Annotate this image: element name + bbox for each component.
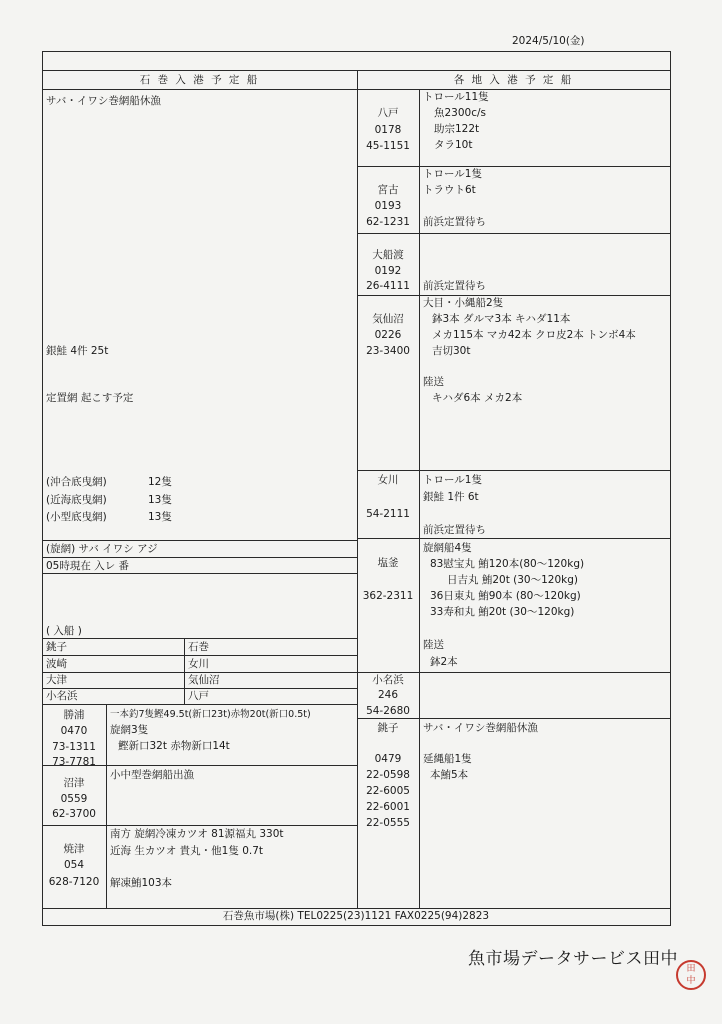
- signature: 魚市場データサービス田中: [468, 949, 678, 969]
- report-line: 36日東丸 鮪90本 (80～120kg): [430, 590, 581, 602]
- port-label: 焼津: [63, 843, 85, 855]
- report-line: 前浜定置待ち: [423, 216, 486, 228]
- trawl-count: 13隻: [148, 494, 172, 506]
- regional-header: 各 地 入 港 予 定 船: [453, 74, 574, 86]
- port-phone: 62-1231: [366, 216, 410, 228]
- report-line: 魚2300c/s: [434, 107, 487, 119]
- rule: [357, 166, 670, 167]
- port-name: 石巻: [188, 641, 209, 653]
- report-line: 陸送: [423, 376, 444, 388]
- port-phone: 0226: [374, 329, 402, 341]
- report-line: 近海 生カツオ 貴丸・他1隻 0.7t: [110, 845, 264, 857]
- port-label: 八戸: [377, 107, 399, 119]
- port-phone: 62-3700: [52, 808, 96, 820]
- rule: [42, 925, 670, 926]
- port-phone: 73-7781: [52, 756, 96, 768]
- port-phone: 73-1311: [52, 741, 96, 753]
- report-date: 2024/5/10(金): [512, 35, 585, 47]
- report-line: トロール1隻: [423, 474, 482, 486]
- trawl-type: (近海底曳網): [46, 494, 107, 506]
- port-phone: 22-0555: [366, 817, 410, 829]
- report-line: 南方 旋網冷凍カツオ 81源福丸 330t: [110, 828, 284, 840]
- rule: [42, 908, 670, 909]
- report-line: 助宗122t: [434, 123, 480, 135]
- port-phone: 0178: [374, 124, 402, 136]
- rule: [42, 688, 357, 689]
- rule: [42, 89, 670, 90]
- port-phone: 0192: [374, 265, 402, 277]
- report-line: 前浜定置待ち: [423, 524, 486, 536]
- report-line: 一本釣7隻鰹49.5t(新口23t)赤物20t(新口0.5t): [110, 709, 311, 720]
- footer-contact: 石巻魚市場(株) TEL0225(23)1121 FAX0225(94)2823: [222, 910, 490, 922]
- port-phone: 246: [377, 689, 399, 701]
- rule: [670, 51, 671, 926]
- seal-stamp: 田中: [676, 960, 706, 990]
- rule: [357, 295, 670, 296]
- rule: [42, 825, 357, 826]
- report-line: トロール1隻: [423, 168, 482, 180]
- rule: [419, 89, 420, 908]
- report-line: トロール11隻: [423, 91, 489, 103]
- port-phone: 54-2680: [366, 705, 410, 717]
- rule: [357, 233, 670, 234]
- nyusen-label: ( 入船 ): [46, 625, 82, 637]
- senmo-line: (旋網) サバ イワシ アジ: [46, 543, 158, 555]
- port-label: 塩釜: [377, 557, 399, 569]
- rule: [42, 655, 357, 656]
- port-name: 大津: [46, 674, 67, 686]
- saba-notice: サバ・イワシ巻網船休漁: [46, 95, 161, 107]
- port-phone: 22-6001: [366, 801, 410, 813]
- report-line: 陸送: [423, 639, 444, 651]
- rule: [106, 704, 107, 908]
- time-line: 05時現在 入レ 番: [46, 560, 130, 572]
- port-label: 大船渡: [372, 249, 404, 261]
- port-label: 銚子: [377, 722, 399, 734]
- port-phone: 0193: [374, 200, 402, 212]
- port-name: 銚子: [46, 641, 67, 653]
- report-line: 銀鮭 1件 6t: [423, 491, 479, 503]
- report-line: 鰹新口32t 赤物新口14t: [118, 740, 230, 752]
- port-label: 気仙沼: [372, 313, 404, 325]
- port-label: 宮古: [377, 184, 399, 196]
- trawl-type: (小型底曳網): [46, 511, 107, 523]
- report-line: 本鮪5本: [430, 769, 469, 781]
- port-phone: 054: [63, 859, 85, 871]
- port-phone: 0470: [60, 725, 88, 737]
- port-phone: 23-3400: [366, 345, 410, 357]
- report-line: キハダ6本 メカ2本: [432, 392, 523, 404]
- ginzake-note: 銀鮭 4件 25t: [46, 345, 109, 357]
- rule: [357, 538, 670, 539]
- report-line: メカ115本 マカ42本 クロ皮2本 トンボ4本: [432, 329, 636, 341]
- report-line: 大目・小縄船2隻: [423, 297, 504, 309]
- port-phone: 22-0598: [366, 769, 410, 781]
- report-line: 前浜定置待ち: [423, 280, 486, 292]
- port-label: 沼津: [63, 777, 85, 789]
- port-name: 波崎: [46, 658, 67, 670]
- rule: [42, 638, 357, 639]
- report-line: 鉢3本 ダルマ3本 キハダ11本: [432, 313, 571, 325]
- port-name: 気仙沼: [188, 674, 220, 686]
- port-phone: 0479: [374, 753, 402, 765]
- rule: [42, 557, 357, 558]
- rule: [42, 70, 670, 71]
- port-label: 勝浦: [63, 709, 85, 721]
- report-line: 旋網3隻: [110, 724, 149, 736]
- rule: [357, 672, 670, 673]
- port-phone: 362-2311: [362, 590, 414, 602]
- port-phone: 0559: [60, 793, 88, 805]
- port-phone: 26-4111: [366, 280, 410, 292]
- rule: [42, 51, 670, 52]
- trawl-type: (沖合底曳網): [46, 476, 107, 488]
- port-phone: 45-1151: [366, 140, 410, 152]
- ishinomaki-header: 石 巻 入 港 予 定 船: [139, 74, 260, 86]
- port-label: 女川: [377, 474, 399, 486]
- port-name: 女川: [188, 658, 209, 670]
- rule: [42, 540, 357, 541]
- report-line: 延縄船1隻: [423, 753, 472, 765]
- report-line: タラ10t: [434, 139, 473, 151]
- port-phone: 628-7120: [48, 876, 100, 888]
- rule: [357, 470, 670, 471]
- report-line: 日吉丸 鮪20t (30～120kg): [447, 574, 578, 586]
- report-line: トラウト6t: [423, 184, 476, 196]
- trawl-count: 12隻: [148, 476, 172, 488]
- report-line: 解凍鮪103本: [110, 877, 173, 889]
- rule: [42, 573, 357, 574]
- port-phone: 22-6005: [366, 785, 410, 797]
- report-line: サバ・イワシ巻網船休漁: [423, 722, 538, 734]
- report-line: 33寿和丸 鮪20t (30～120kg): [430, 606, 575, 618]
- trawl-count: 13隻: [148, 511, 172, 523]
- report-line: 83慰宝丸 鮪120本(80～120kg): [430, 558, 585, 570]
- port-label: 小名浜: [372, 674, 404, 686]
- rule: [357, 718, 670, 719]
- port-name: 小名浜: [46, 690, 78, 702]
- rule: [42, 704, 357, 705]
- report-line: 鉢2本: [430, 656, 458, 668]
- port-phone: 54-2111: [366, 508, 410, 520]
- port-name: 八戸: [188, 690, 209, 702]
- rule: [42, 672, 357, 673]
- teichi-note: 定置網 起こす予定: [46, 392, 134, 404]
- rule: [184, 638, 185, 704]
- report-line: 旋網船4隻: [423, 542, 472, 554]
- report-line: 小中型巻網船出漁: [110, 769, 194, 781]
- report-line: 吉切30t: [432, 345, 471, 357]
